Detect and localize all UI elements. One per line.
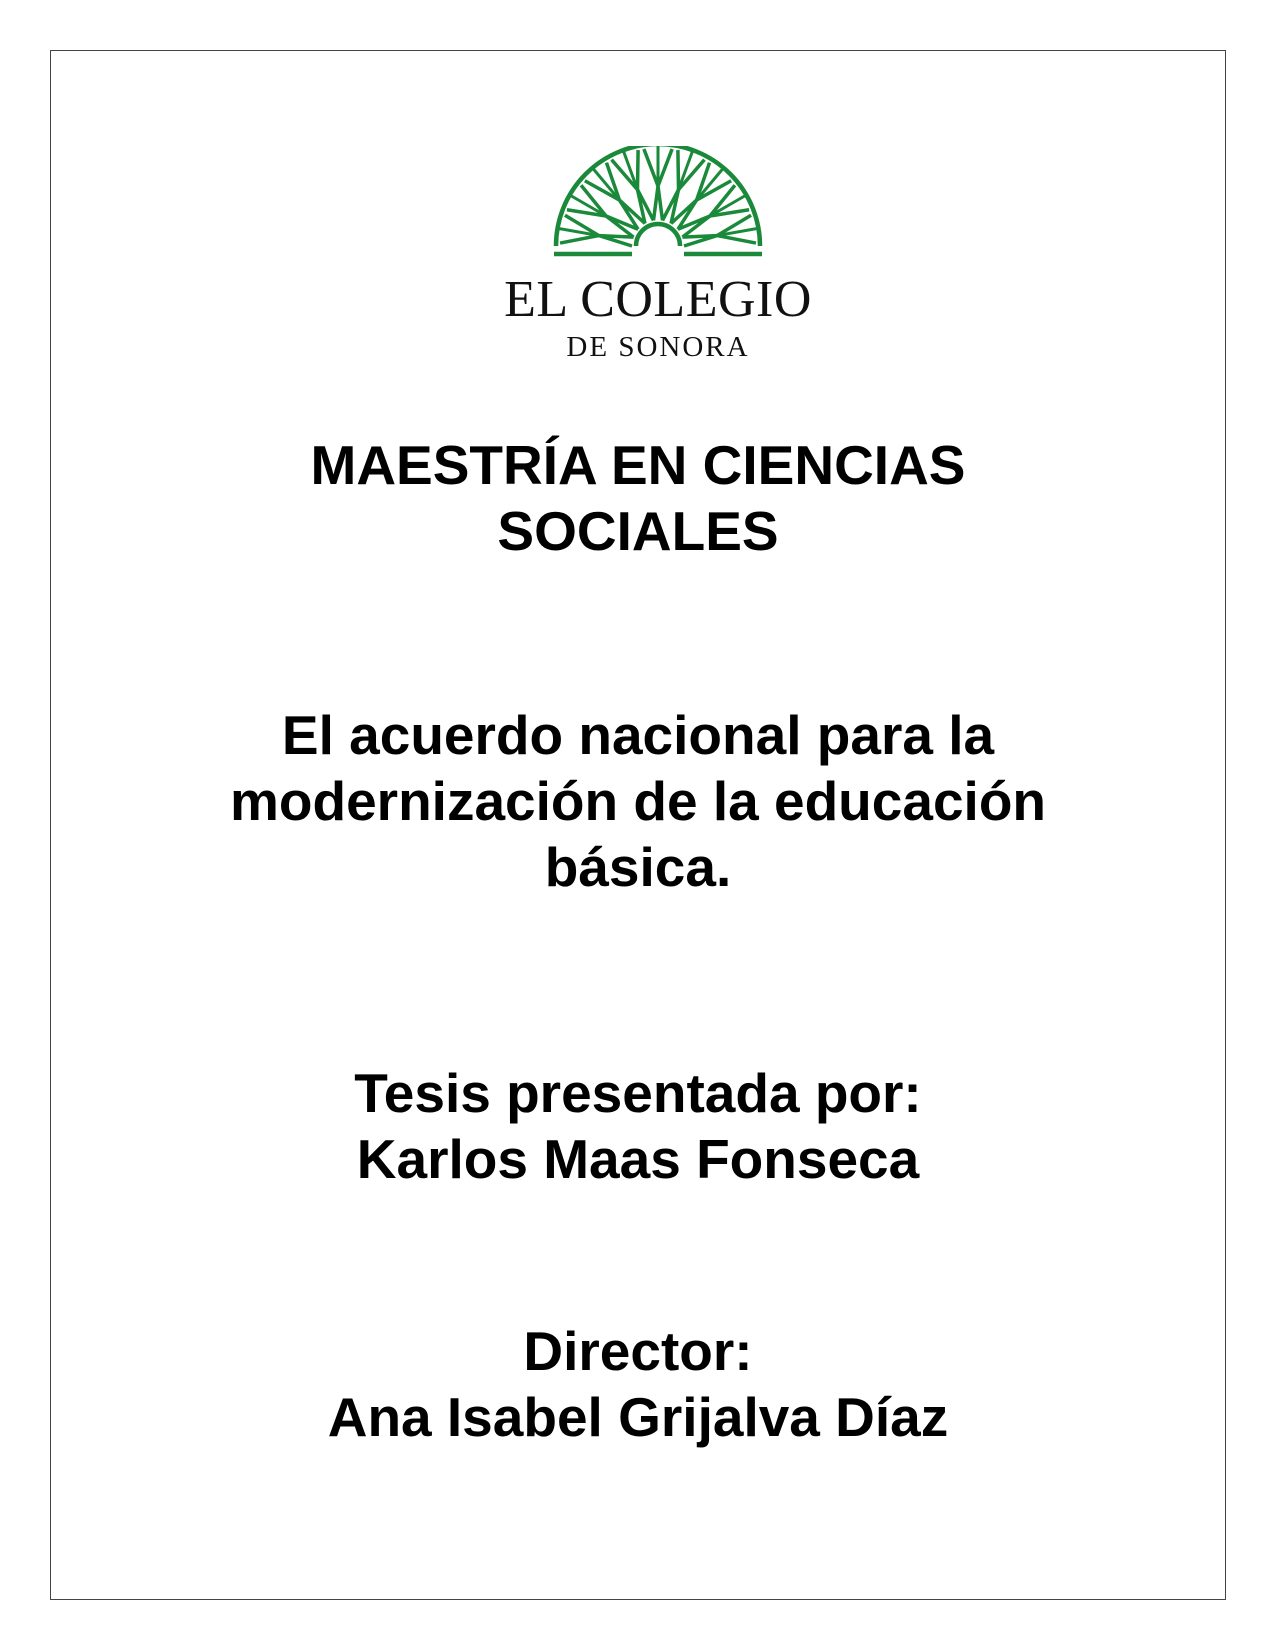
author-name: Karlos Maas Fonseca xyxy=(356,1128,920,1190)
program-name xyxy=(50,432,1226,564)
logo-text-line2: DE SONORA xyxy=(566,331,750,363)
author-block xyxy=(50,1060,1226,1192)
institution-logo xyxy=(478,146,838,366)
thesis-title-line: El acuerdo nacional para la xyxy=(281,704,995,766)
author-label: Tesis presentada por: xyxy=(354,1062,922,1124)
advisor-label: Director: xyxy=(523,1320,753,1382)
program-line: MAESTRÍA EN CIENCIAS xyxy=(310,434,966,496)
advisor-block xyxy=(50,1318,1226,1450)
thesis-title-line: básica. xyxy=(544,836,732,898)
sunburst-arch-icon xyxy=(545,146,771,262)
logo-text-line1: EL COLEGIO xyxy=(504,271,812,328)
advisor-name: Ana Isabel Grijalva Díaz xyxy=(327,1386,949,1448)
thesis-title-line: modernización de la educación xyxy=(229,770,1047,832)
program-line: SOCIALES xyxy=(497,500,779,562)
thesis-title xyxy=(50,702,1226,900)
